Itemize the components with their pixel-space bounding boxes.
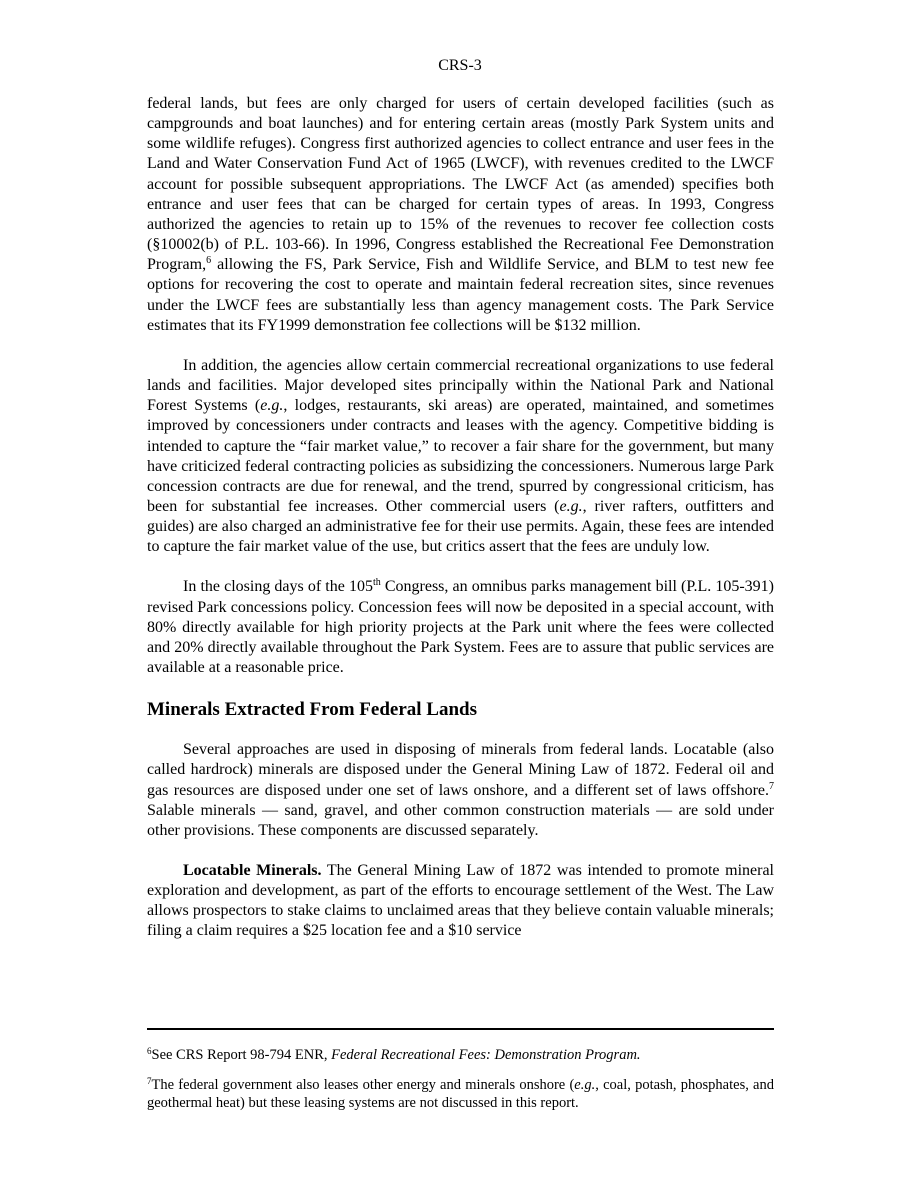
paragraph-commercial-concessions [147,356,774,558]
footnote-reference[interactable]: 6 [206,255,212,267]
italic-abbreviation: e.g. [559,497,583,515]
footnote-separator [147,1028,774,1030]
paragraph-concessions-policy [147,577,774,678]
footnotes-section [147,1046,774,1112]
paragraph-text: Congress, an omnibus parks management bill (P.L. 105-391) revised Park concessions policy. Concession fees will now be deposited in a special account, with 80% directly available for high priority projects at the Park unit where the fees were collected and 20% directly available throughout the Park System. Fees are to assure that public services are available at a reasonable price. [147,578,774,677]
paragraph-text: federal lands, but fees are only charged for users of certain developed facilities (such as campgrounds and boat launches) and for entering certain areas (mostly Park System units and some wildlife refuges). Congress first authorized agencies to collect entrance and user fees in the Land and Water Conservation Fund Act of 1965 (LWCF), with revenues credited to the LWCF account for possible subsequent appropriations. The LWCF Act (as amended) specifies both entrance and user fees that can be charged for certain types of areas. In 1993, Congress authorized the agencies to retain up to 15% of the revenues to recover fee collection costs (§10002(b) of P.L. 103-66). In 1996, Congress established the Recreational Fee Demonstration Program, [147,95,774,274]
paragraph-text: , lodges, restaurants, ski areas) are operated, maintained, and sometimes improved by concessioners under contracts and leases with the agency. Competitive bidding is intended to capture the “fair market value,” to recover a fair share for the government, but many have criticized federal contracting policies as subsidizing the concessioners. Numerous large Park concession contracts are due for renewal, and the trend, spurred by congressional criticism, has been for substantial fee increases. Other commercial users ( [147,397,775,515]
italic-abbreviation: e.g. [574,1077,596,1093]
footnote-mark: 7 [147,1076,152,1086]
footnote-mark: 6 [147,1046,152,1056]
paragraph-text: In addition, the agencies allow certain commercial recreational organizations to use federal lands and facilities. Major developed sites principally within the National Park and National Forest Systems ( [147,356,774,415]
paragraph-locatable-minerals [147,861,774,942]
paragraph-text: Several approaches are used in disposing of minerals from federal lands. Locatable (also called hardrock) minerals are disposed under the General Mining Law of 1872. Federal oil and gas resources are disposed under one set of laws onshore, and a different set of laws offshore. [147,741,774,799]
paragraph-minerals-overview [147,740,774,841]
footnote-text: See CRS Report 98-794 ENR, [151,1047,332,1063]
report-body [147,94,774,942]
footnote-report-title: Federal Recreational Fees: Demonstration Program. [331,1047,641,1063]
paragraph-recreation-fees [147,94,774,336]
paragraph-text: The General Mining Law of 1872 was intended to promote mineral exploration and development, as part of the efforts to encourage settlement of the West. The Law allows prospectors to stake claims to unclaimed areas that they believe contain valuable minerals; filing a claim requires a $25 location fee and a $10 service [147,862,775,940]
paragraph-text: In the closing days of the 105 [183,578,373,596]
italic-abbreviation: e.g. [260,397,284,415]
footnote-6 [147,1046,774,1064]
paragraph-text: Salable minerals — sand, gravel, and other common construction materials — are sold under other provisions. These components are discussed separately. [147,801,774,839]
footnote-reference[interactable]: 7 [769,780,774,792]
page-number-header: CRS-3 [438,57,482,74]
paragraph-text: allowing the FS, Park Service, Fish and Wildlife Service, and BLM to test new fee options for recovering the cost to operate and maintain federal recreation sites, since revenues under the LWCF fees are substantially less than agency management costs. The Park Service estimates that its FY1999 demonstration fee collections will be $132 million. [147,256,774,334]
section-heading: Minerals Extracted From Federal Lands [147,699,477,721]
footnote-text: The federal government also leases other energy and minerals onshore ( [151,1077,575,1093]
paragraph-text: , river rafters, outfitters and guides) are also charged an administrative fee for their use permits. Again, these fees are intended to capture the fair market value of the use, but critics assert that the fees are unduly low. [147,497,774,556]
ordinal-suffix: th [372,577,381,589]
footnote-7 [147,1076,774,1112]
run-in-subheading: Locatable Minerals. [183,862,322,879]
footnote-text: , coal, potash, phosphates, and geothermal heat) but these leasing systems are not discussed in this report. [147,1077,774,1111]
